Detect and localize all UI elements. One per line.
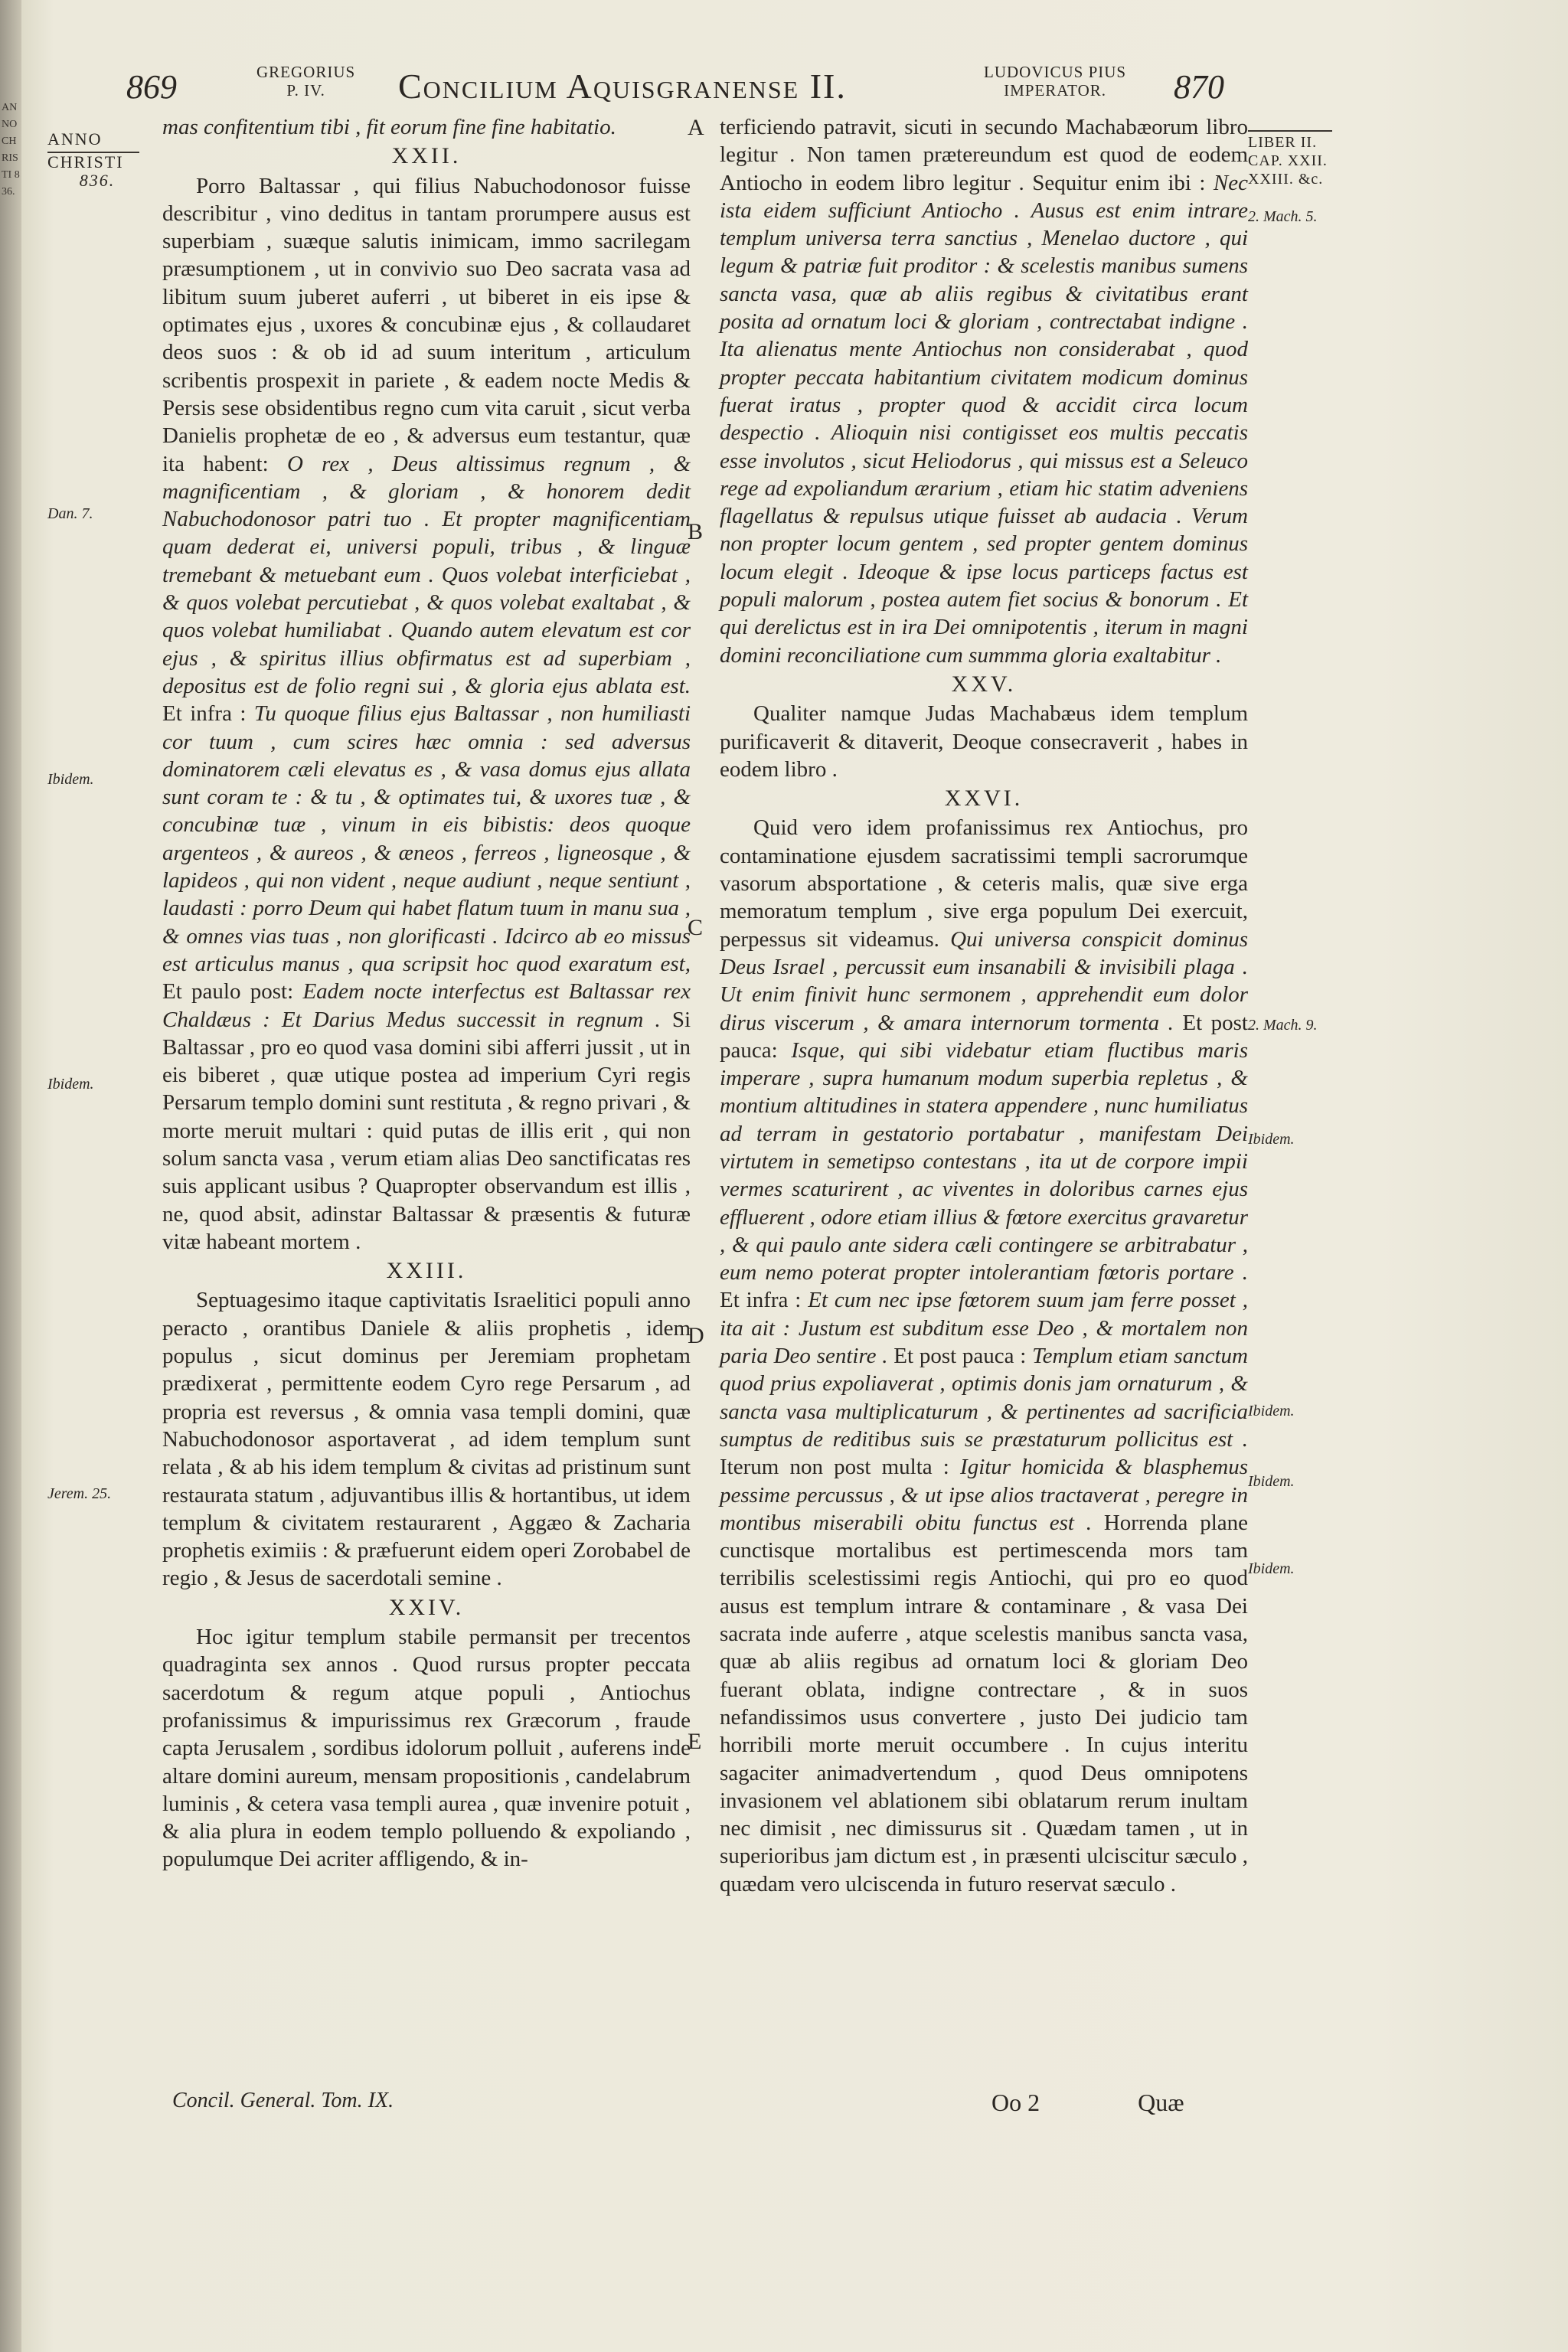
page-number-right: 870 xyxy=(1174,68,1224,106)
year-note-line: 836. xyxy=(79,171,116,190)
running-title: Concilium Aquisgranense II. xyxy=(398,67,847,106)
paragraph-text: Horrenda plane cunctisque mortalibus est pertimescenda mors tam terribilis scelestissimi regis Antiochi, qui pro eo quod ausus est templum intrare & contaminare , & vasa Dei sacrata inde auferre , atque scelestis manibus sancta vasa, quæ ab aliis regibus ad ornatum loci & gloriam Deo fuerant oblata, indigne contrectare , & in suos nefandissimos usus convertere , justo Dei judicio tam horribili morte meruit occumbere . In cujus interitu sagaciter animadvertendum , quod Deus omnipotens invasionem vel ablationem sibi oblatarum rerum inultam nec dimisit , nec dimissurus sit . Quædam tamen , ut in superioribus jam dictum est , in præsenti ulciscitur sæculo , quædam vero ulciscenda in futuro reservat sæculo . xyxy=(720,1510,1248,1896)
section-number: XXVI. xyxy=(944,786,1024,812)
footer-signature-area xyxy=(991,2089,1276,2117)
paragraph-text: terficiendo patravit, sicuti in secundo Machabæorum libro legitur . Non tamen prætereundum est quod de eodem Antiocho in eodem libro legitur . Sequitur enim ibi : xyxy=(720,115,1248,195)
spine-note: ANNO CHRISTI 836. xyxy=(2,102,20,198)
margin-note: 2. Mach. 9. xyxy=(1248,1017,1318,1034)
section-number: XXIII. xyxy=(386,1258,467,1284)
year-note xyxy=(47,130,147,190)
paragraph-text: Et post pauca: xyxy=(720,1010,1248,1063)
header-pope-name: GREGORIUS xyxy=(256,63,356,81)
chapter-note-rule xyxy=(1248,130,1332,132)
column-letter: C xyxy=(688,915,704,940)
paragraph-text: Quid vero idem profanissimus rex Antiochus, pro contaminatione ejusdem sacratissimi templi sacrorumque vasorum absportatione , & ceteris malis, quæ sive erga memoratum templum , sive erga populum Dei exercuit, perpessus sit videamus. xyxy=(720,815,1248,952)
chapter-note-line: XXIII. &c. xyxy=(1248,171,1324,188)
catchword: Quæ xyxy=(1138,2089,1184,2116)
paragraph-text: Iterum non post multa : xyxy=(720,1455,949,1480)
quoted-text: Eadem nocte interfectus est Baltassar rex Chaldæus : Et Darius Medus successit in regnum . xyxy=(162,979,691,1032)
section-number: XXV. xyxy=(951,671,1017,697)
margin-note: Ibidem. xyxy=(1248,1473,1295,1490)
header-pope-number: P. IV. xyxy=(286,81,325,100)
margin-note: Ibidem. xyxy=(47,771,94,788)
text-paragraph: Qualiter namque Judas Machabæus idem templum purificaverit & ditaverit, Deoque consecraverit , habes in eodem libro . xyxy=(720,701,1248,782)
margin-note: 2. Mach. 5. xyxy=(1248,208,1318,225)
column-letter: D xyxy=(688,1323,704,1348)
year-note-line: CHRISTI xyxy=(47,152,124,172)
text-paragraph xyxy=(720,814,1248,1898)
header-emperor xyxy=(984,63,1126,100)
paragraph-text: Si Baltassar , pro eo quod vasa domini sibi afferri jussit , ut in eis biberet , quæ utique postea ad imperium Cyri regis Persarum templo domini sunt restituta , & regno privari , & morte meruit multari : quid putas de illis erit , qui non solum sancta vasa , verum etiam alias Deo sanctificatas res suis applicant usibus ? Quapropter observandum est illis , ne, quod absit, adinstar Baltassar & præsentis & futuræ vitæ habeant mortem . xyxy=(162,1007,691,1254)
header-pope xyxy=(256,63,355,100)
text-column-right xyxy=(720,113,1248,1898)
section-number: XXII. xyxy=(391,143,462,169)
footer-volume: Concil. General. Tom. IX. xyxy=(172,2089,394,2112)
paragraph-text: Et infra : xyxy=(720,1288,802,1313)
paragraph-text: Et paulo post: xyxy=(162,979,294,1004)
text-column-left xyxy=(162,113,691,1873)
chapter-note-line: LIBER II. xyxy=(1248,134,1318,151)
quoted-text: Igitur homicida & blasphemus pessime percussus , & ut ipse alios tractaverat , peregre in montibus miserabili obitu functus est . xyxy=(720,1455,1248,1535)
margin-note: Ibidem. xyxy=(1248,1131,1295,1148)
quoted-text: Templum etiam sanctum quod prius expoliaverat , optimis donis jam ornaturum , & sancta vasa multiplicaturum , & pertinentes ad sacrificia sumptus de reditibus suis se præstaturum pollicitus est . xyxy=(720,1344,1249,1452)
signature-mark: Oo 2 xyxy=(991,2089,1040,2116)
paragraph-text: Et infra : xyxy=(162,701,247,727)
margin-note: Dan. 7. xyxy=(47,505,93,522)
margin-note: Ibidem. xyxy=(1248,1403,1295,1419)
text-paragraph xyxy=(720,113,1248,669)
year-note-line: ANNO xyxy=(47,129,103,149)
quoted-text: mas confitentium tibi , fit eorum fine fine habitatio. xyxy=(162,115,616,139)
chapter-note xyxy=(1248,130,1332,188)
book-spine xyxy=(0,0,21,2352)
paragraph-text: Et post pauca : xyxy=(893,1344,1027,1369)
column-letter: A xyxy=(688,115,704,140)
text-paragraph: Hoc igitur templum stabile permansit per trecentos quadraginta sex annos . Quod rursus propter peccata sacerdotum & regum atque populi , Antiochus profanissimus & impurissimus rex Græcorum , fraude capta Jerusalem , sordibus idolorum polluit , auferens inde altare domini aureum, mensam propositionis , candelabrum luminis , & cetera vasa templi aurea , quæ invenire potuit , & alia plura in eodem templo polluendo & expoliando , populumque Dei acriter affligendo, & in- xyxy=(162,1625,691,1872)
quoted-text: Qui universa conspicit dominus Deus Israel , percussit eum insanabili & invisibili plaga . Ut enim finivit hunc sermonem , apprehendit eum dolor dirus viscerum , & amara internorum tormenta . xyxy=(720,926,1249,1035)
text-paragraph xyxy=(162,172,691,1256)
margin-note: Ibidem. xyxy=(1248,1560,1295,1577)
quoted-text: Tu quoque filius ejus Baltassar , non humiliasti cor tuum , cum scires hæc omnia : sed adversus dominatorem cæli elevatus es , & vasa domus ejus allata sunt coram te : & tu , & optimates tui, & uxores tuæ , & concubinæ tuæ , vinum in eis bibistis: deos quoque argenteos , & aureos , & æneos , ferreos , ligneosque , & lapideos , qui non vident , neque audiunt , neque sentiunt , laudasti : porro Deum qui habet flatum tuum in manu sua , & omnes vias tuas , non glorificasti . Idcirco ab eo missus est articulus manus , qua scripsit hoc quod exaratum est, xyxy=(162,701,691,976)
text-paragraph: Septuagesimo itaque captivitatis Israelitici populi anno peracto , orantibus Daniele & aliis prophetis , idem populus , sicut dominus per Jeremiam prophetam prædixerat , permittente eodem Cyro rege Persarum , ad propria est reversus , & omnia vasa templi domini, quæ Nabuchodonosor asportaverat , ad idem templum sunt relata , & ab his idem templum & civitas ad pristinum sunt restaurata statum , adjuvantibus illis & hortantibus, ut idem templum & civitatem restaurarent , Aggæo & Zacharia prophetis eximiis : & præfuerunt eidem operi Zorobabel de regio , & Jesus de sacerdotali semine . xyxy=(162,1288,691,1591)
margin-note: Ibidem. xyxy=(47,1076,94,1093)
section-number: XXIV. xyxy=(388,1594,465,1620)
quoted-text: Isque, qui sibi videbatur etiam fluctibus maris imperare , supra humanum modum superbia repletus , & montium altitudines in statera appendere , nunc humiliatus ad terram in gestatorio portabatur , manifestam Dei virtutem in semetipso contestans , ita ut de corpore impii vermes scaturirent , ac viventes in doloribus carnes ejus effluerent , odore etiam illius & fœtore exercitus gravaretur , & qui paulo ante sidera cæli contingere se arbitrabatur , eum nemo poterat propter intolerantiam fœtoris portare . xyxy=(720,1037,1248,1285)
header-emperor-name: LUDOVICUS PIUS xyxy=(984,63,1127,81)
chapter-note-line: CAP. XXII. xyxy=(1248,152,1328,169)
paragraph-text: Porro Baltassar , qui filius Nabuchodonosor fuisse describitur , vino deditus in tantam prorumpere ausus est superbiam , suæque salutis inimicam, immo sacrilegam præsumptionem , ut in convivio suo Deo sacrata vasa ad libitum suum juberet auferri , ut biberet in eis ipse & optimates ejus , uxores & concubinæ ejus , & collaudaret deos suos : & ob id ad suum interitum , articulum scribentis prospexit in pariete , & eadem nocte Medis & Persis sese obsidentibus regno cum vita caruit , sicut verba Danielis prophetæ de eo , & adversus eum testantur, quæ ita habent: xyxy=(162,173,691,476)
column-letter: E xyxy=(688,1729,702,1754)
quoted-text: Et cum nec ipse fœtorem suum jam ferre posset , ita ait : Justum est subditum esse Deo , & mortalem non paria Deo sentire . xyxy=(720,1288,1248,1369)
text-paragraph xyxy=(162,113,691,141)
quoted-text: Nec ista eidem sufficiunt Antiocho . Ausus est enim intrare templum universa terra sanctius , Menelao ductore , qui legum & patriæ fuit proditor : & scelestis manibus sumens sancta vasa, quæ ab aliis regibus & civitatibus erant posita ad ornatum loci & gloriam , contrectabat indigne . Ita alienatus mente Antiochus non considerabat , quod propter peccata habitantium civitatem modicum dominus fuerat iratus , propter quod & accidit circa locum despectio . Alioquin nisi contigisset eos multis peccatis esse involutos , sicut Heliodorus , qui missus est a Seleuco rege ad expoliandum ærarium , etiam hic statim adveniens flagellatus & repulsus utique fuisset ab audacia . Verum non propter locum gentem , sed propter gentem dominus locum elegit . Ideoque & ipse locus particeps factus est populi malorum , postea autem fiet socius & bonorum . Et qui derelictus est in ira Dei omnipotentis , iterum in magni domini reconciliatione cum summma gloria exaltabitur . xyxy=(720,170,1249,668)
quoted-text: O rex , Deus altissimus regnum , & magnificentiam , & gloriam , & honorem dedit Nabuchodonosor patri tuo . Et propter magnificentiam quam dederat ei, universi populi, tribus , & linguæ tremebant & metuebant eum . Quos volebat interficiebat , & quos volebat percutiebat , & quos volebat exaltabat , & quos volebat humiliabat . Quando autem elevatum est cor ejus , & spiritus illius obfirmatus est ad superbiam , depositus est de folio regni sui , & gloria ejus ablata est. xyxy=(162,451,691,698)
page-number-left: 869 xyxy=(126,68,177,106)
margin-note: Jerem. 25. xyxy=(47,1485,112,1502)
header-emperor-title: IMPERATOR. xyxy=(1004,81,1106,100)
column-letter: B xyxy=(688,519,704,544)
